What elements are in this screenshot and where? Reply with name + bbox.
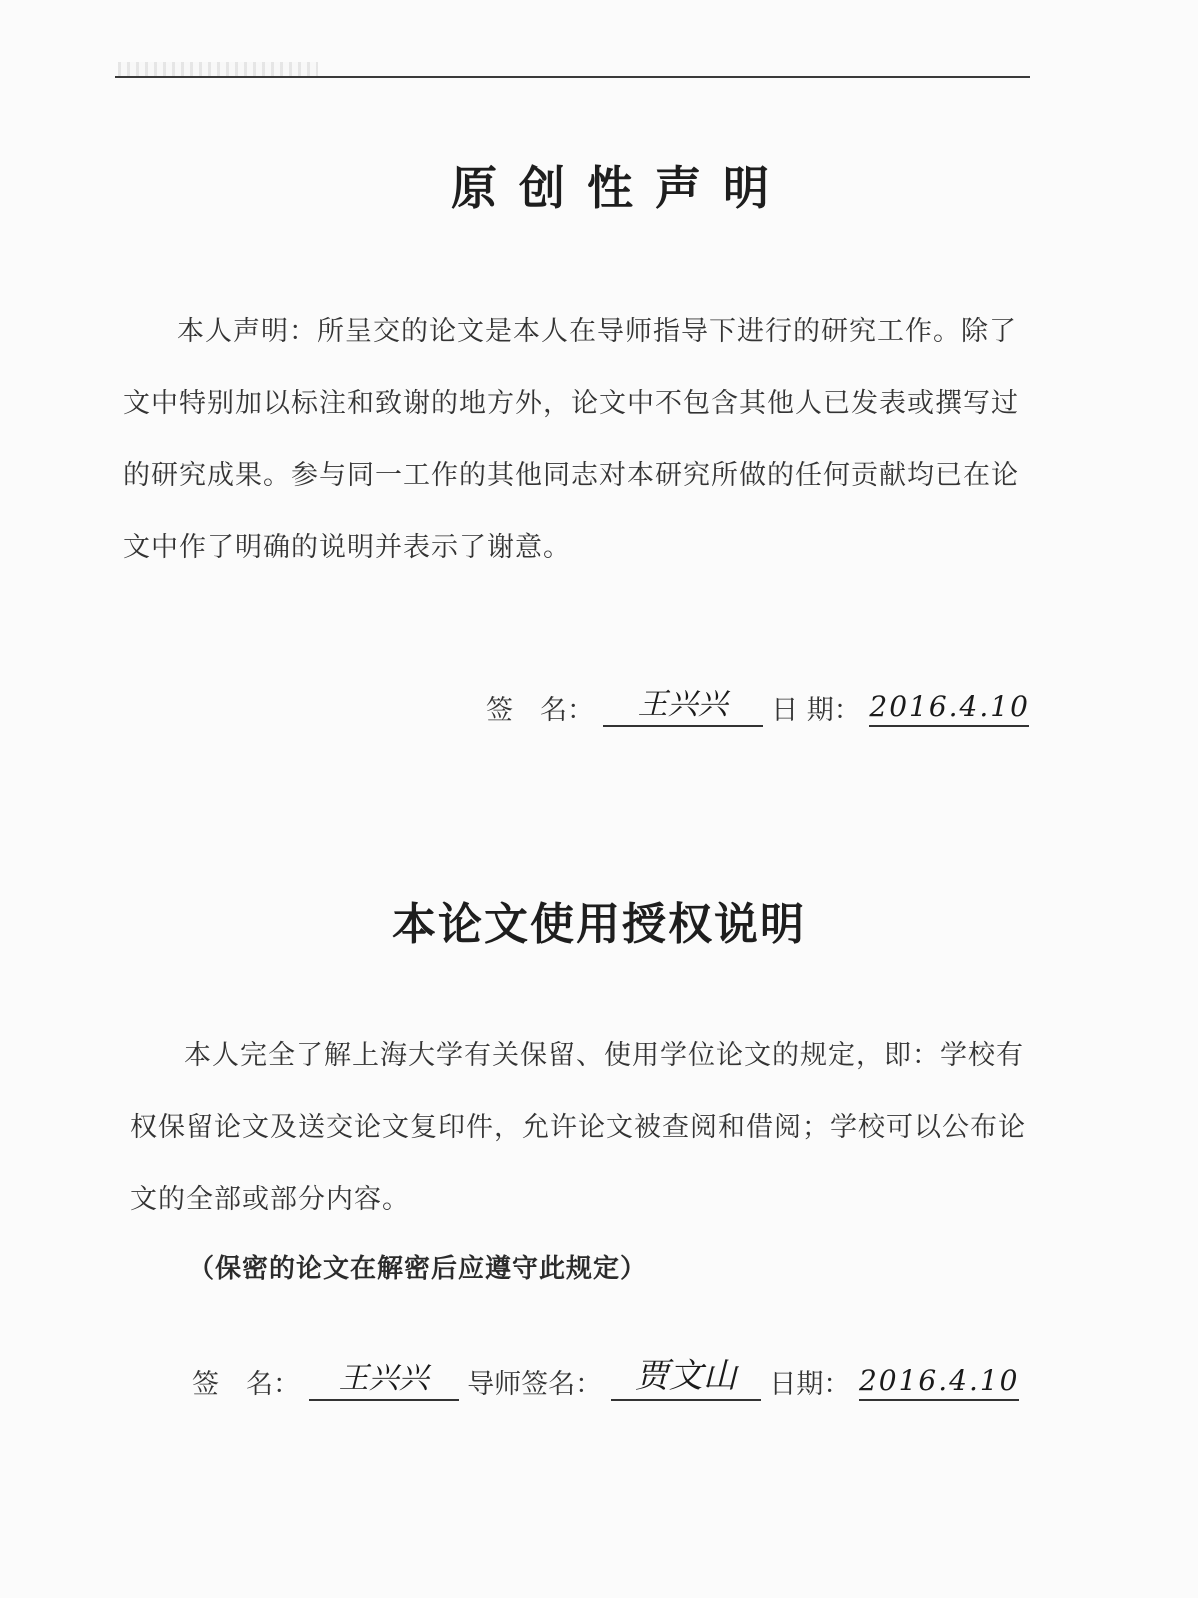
authorization-sign-label: 签 名：	[192, 1369, 300, 1400]
declaration-body	[123, 296, 1023, 584]
declaration-sign-label: 签 名：	[486, 695, 594, 726]
declaration-title: 原创性声明	[451, 161, 791, 215]
declaration-signature-row	[486, 688, 1029, 727]
declaration-date-label: 日 期：	[771, 695, 861, 726]
confidential-note: （保密的论文在解密后应遵守此规定）	[188, 1254, 648, 1284]
authorization-signature: 王兴兴	[338, 1361, 429, 1396]
authorization-title: 本论文使用授权说明	[392, 899, 806, 950]
declaration-date-field	[869, 691, 1029, 727]
advisor-signature: 贾文山	[634, 1356, 737, 1396]
authorization-text: 本人完全了解上海大学有关保留、使用学位论文的规定，即：学校有权保留论文及送交论文复印件，允许论文被查阅和借阅；学校可以公布论文的全部或部分内容。	[130, 1040, 1026, 1215]
declaration-text: 本人声明：所呈交的论文是本人在导师指导下进行的研究工作。除了文中特别加以标注和致谢的地方外，论文中不包含其他人已发表或撰写过的研究成果。参与同一工作的其他同志对本研究所做的任何贡献均已在论文中作了明确的说明并表示了谢意。	[123, 316, 1019, 563]
advisor-signature-field	[611, 1356, 761, 1401]
advisor-sign-label: 导师签名：	[467, 1369, 603, 1400]
authorization-date-label: 日期：	[769, 1369, 851, 1400]
header-rule	[115, 76, 1030, 78]
declaration-date: 2016.4.10	[869, 690, 1030, 723]
authorization-body	[130, 1020, 1030, 1236]
authorization-date-field	[859, 1365, 1019, 1401]
authorization-date: 2016.4.10	[858, 1364, 1020, 1397]
header-mark	[118, 62, 318, 76]
declaration-signature-field	[603, 687, 763, 727]
declaration-signature: 王兴兴	[637, 687, 728, 722]
authorization-signature-field	[309, 1361, 459, 1401]
authorization-signature-row	[192, 1356, 1020, 1401]
